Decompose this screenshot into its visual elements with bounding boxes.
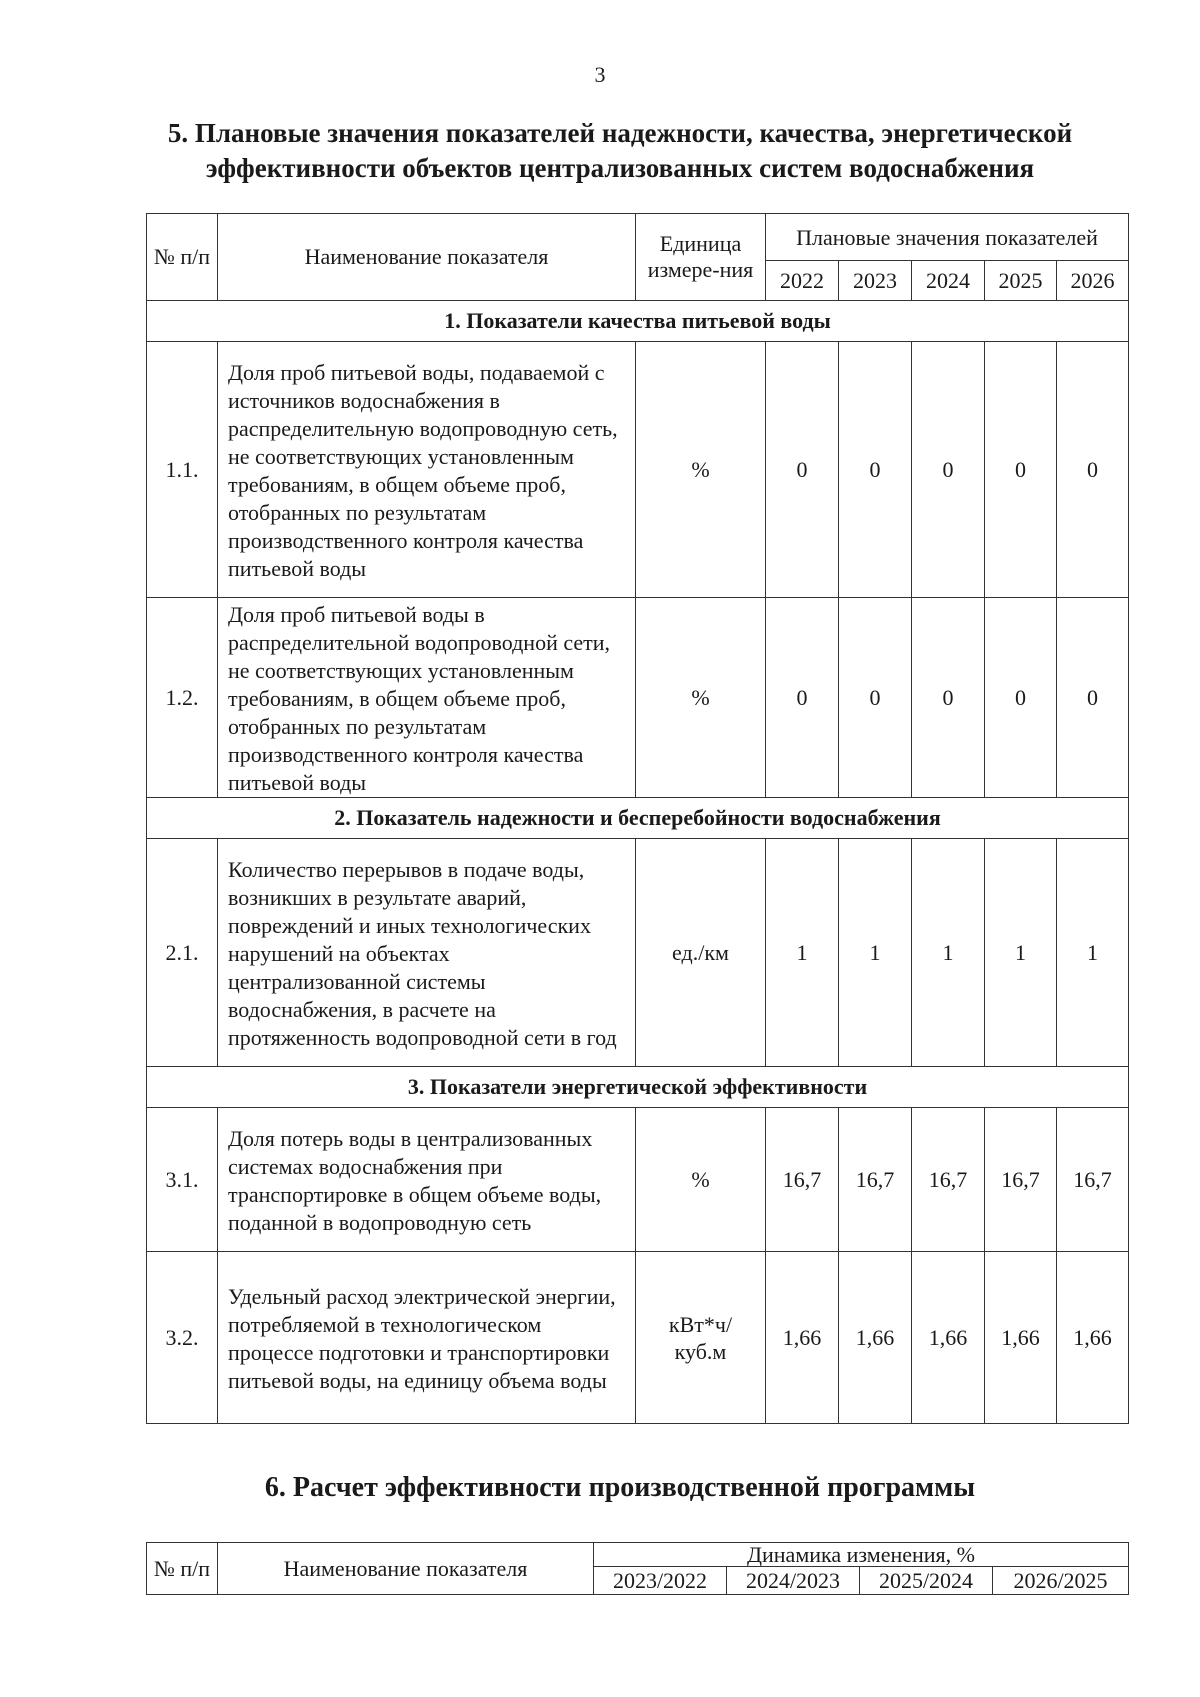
table-row — [147, 1108, 1129, 1252]
header-period: 2026/2025 — [993, 1567, 1129, 1595]
row-value: 0 — [1057, 598, 1129, 798]
row-name: Удельный расход электрической энергии, потребляемой в технологическом процессе подготовки и транспортировки питьевой воды, на единицу объема воды — [218, 1252, 636, 1424]
row-num: 3.1. — [147, 1108, 218, 1252]
planned-values-table — [146, 213, 1129, 1424]
row-value: 16,7 — [766, 1108, 839, 1252]
row-value: 0 — [985, 598, 1057, 798]
row-value: 1 — [766, 839, 839, 1067]
row-num: 1.2. — [147, 598, 218, 798]
row-name: Доля потерь воды в централизованных системах водоснабжения при транспортировке в общем объеме воды, поданной в водопроводную сеть — [218, 1108, 636, 1252]
row-value: 1,66 — [839, 1252, 912, 1424]
header-year: 2026 — [1057, 261, 1129, 301]
row-value: 0 — [912, 598, 985, 798]
row-name: Доля проб питьевой воды, подаваемой с источников водоснабжения в распределительную водопроводную сеть, не соответствующих установленным требованиям, в общем объеме проб, отобранных по результатам производственного контроля качества питьевой воды — [218, 342, 636, 598]
row-value: 0 — [839, 342, 912, 598]
row-value: 1,66 — [766, 1252, 839, 1424]
row-value: 16,7 — [839, 1108, 912, 1252]
group-title: 3. Показатели энергетической эффективности — [147, 1067, 1129, 1108]
group-title: 2. Показатель надежности и бесперебойности водоснабжения — [147, 798, 1129, 839]
table-row — [147, 342, 1129, 598]
row-value: 0 — [766, 598, 839, 798]
header-period: 2024/2023 — [727, 1567, 860, 1595]
header-period: 2023/2022 — [594, 1567, 727, 1595]
page-number: 3 — [594, 62, 606, 87]
table-row — [147, 598, 1129, 798]
row-unit: кВт*ч/ куб.м — [636, 1252, 766, 1424]
header-unit: Единица измере-ния — [636, 214, 766, 301]
section5-title-line2: эффективности объектов централизованных систем водоснабжения — [205, 153, 1035, 183]
row-unit: % — [636, 1108, 766, 1252]
efficiency-table — [146, 1542, 1129, 1595]
row-value: 1 — [839, 839, 912, 1067]
row-value: 16,7 — [985, 1108, 1057, 1252]
row-value: 0 — [839, 598, 912, 798]
row-unit: % — [636, 342, 766, 598]
section5-title — [100, 116, 1140, 186]
row-value: 1,66 — [912, 1252, 985, 1424]
row-num: 1.1. — [147, 342, 218, 598]
section5-title-line1: 5. Плановые значения показателей надежности, качества, энергетической — [167, 118, 1073, 148]
table-row — [147, 839, 1129, 1067]
row-value: 1,66 — [1057, 1252, 1129, 1424]
row-unit: ед./км — [636, 839, 766, 1067]
row-name: Доля проб питьевой воды в распределительной водопроводной сети, не соответствующих установленным требованиям, в общем объеме проб, отобранных по результатам производственного контроля качества питьевой воды — [218, 598, 636, 798]
row-value: 0 — [985, 342, 1057, 598]
row-value: 16,7 — [912, 1108, 985, 1252]
row-num: 2.1. — [147, 839, 218, 1067]
row-value: 1,66 — [985, 1252, 1057, 1424]
header-period: 2025/2024 — [860, 1567, 993, 1595]
header-num: № п/п — [147, 1543, 218, 1595]
header-num: № п/п — [147, 214, 218, 301]
row-value: 1 — [912, 839, 985, 1067]
header-year: 2025 — [985, 261, 1057, 301]
row-unit: % — [636, 598, 766, 798]
header-planned: Плановые значения показателей — [766, 214, 1129, 261]
header-year: 2024 — [912, 261, 985, 301]
table-row — [147, 1252, 1129, 1424]
row-value: 16,7 — [1057, 1108, 1129, 1252]
row-name: Количество перерывов в подаче воды, возникших в результате аварий, повреждений и иных технологических нарушений на объектах централизованной системы водоснабжения, в расчете на протяженность водопроводной сети в год — [218, 839, 636, 1067]
row-value: 0 — [766, 342, 839, 598]
header-year: 2022 — [766, 261, 839, 301]
group-title: 1. Показатели качества питьевой воды — [147, 301, 1129, 342]
header-name: Наименование показателя — [218, 1543, 594, 1595]
row-value: 0 — [1057, 342, 1129, 598]
section6-title: 6. Расчет эффективности производственной программы — [264, 1472, 976, 1503]
row-num: 3.2. — [147, 1252, 218, 1424]
header-year: 2023 — [839, 261, 912, 301]
row-value: 0 — [912, 342, 985, 598]
row-value: 1 — [1057, 839, 1129, 1067]
header-dynamics: Динамика изменения, % — [594, 1543, 1129, 1567]
row-value: 1 — [985, 839, 1057, 1067]
header-name: Наименование показателя — [218, 214, 636, 301]
